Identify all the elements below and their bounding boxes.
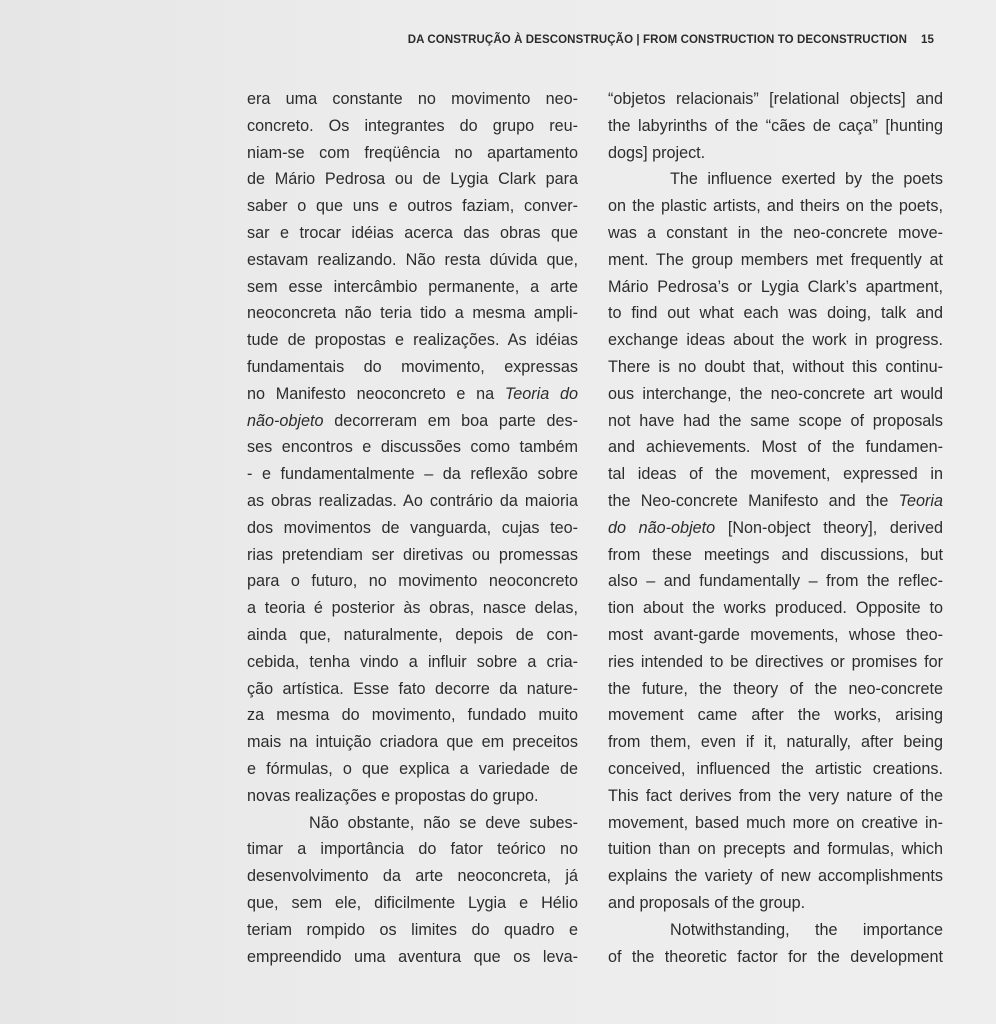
text-line	[608, 783, 943, 810]
line-text: Notwithstanding, the importance	[670, 920, 943, 939]
text-line	[247, 863, 578, 890]
text-line	[247, 461, 578, 488]
page-number: 15	[921, 34, 934, 46]
line-text: niam-se com freqüência no apartamento	[247, 143, 578, 162]
line-text: novas realizações e propostas do grupo.	[247, 786, 539, 805]
text-line	[608, 836, 943, 863]
text-line	[247, 354, 578, 381]
italic-title: do não-objeto	[608, 518, 716, 537]
line-text: This fact derives from the very nature of the	[608, 786, 943, 805]
text-line	[247, 488, 578, 515]
line-text: the labyrinths of the “cães de caça” [hunting	[608, 116, 943, 135]
text-line	[247, 595, 578, 622]
line-text: movement, based much more on creative in-	[608, 813, 943, 832]
line-text: de Mário Pedrosa ou de Lygia Clark para	[247, 170, 578, 189]
line-text: ous interchange, the neo-concrete art would	[608, 384, 943, 403]
italic-title: Teoria	[898, 491, 943, 510]
text-line	[247, 649, 578, 676]
line-text: za mesma do movimento, fundado muito	[247, 706, 578, 725]
line-text: teriam rompido os limites do quadro e	[247, 920, 578, 939]
text-line	[247, 756, 578, 783]
line-text: e fórmulas, o que explica a variedade de	[247, 759, 578, 778]
text-line	[608, 193, 943, 220]
line-text: empreendido uma aventura que os leva-	[247, 947, 578, 966]
line-text: ainda que, naturalmente, depois de con-	[247, 625, 578, 644]
line-text: also – and fundamentally – from the reflec-	[608, 572, 943, 591]
text-line	[608, 863, 943, 890]
text-line	[608, 434, 943, 461]
text-line	[247, 113, 578, 140]
line-text: of the theoretic factor for the development	[608, 947, 943, 966]
line-text: desenvolvimento da arte neoconcreta, já	[247, 867, 578, 886]
text-line	[247, 327, 578, 354]
line-text: rias pretendiam ser diretivas ou promessas	[247, 545, 578, 564]
portuguese-text-column	[247, 86, 578, 970]
line-text: exchange ideas about the work in progress.	[608, 331, 943, 350]
text-line	[247, 166, 578, 193]
text-line	[247, 783, 578, 810]
line-text: and proposals of the group.	[608, 893, 806, 912]
line-text: tude de propostas e realizações. As idéias	[247, 331, 578, 350]
text-line	[608, 890, 943, 917]
line-text: “objetos relacionais” [relational objects] and	[608, 90, 943, 108]
text-line	[247, 434, 578, 461]
line-text: explains the variety of new accomplishments	[608, 867, 943, 886]
text-line	[608, 220, 943, 247]
text-line	[247, 381, 578, 408]
text-line	[247, 917, 578, 944]
line-text: saber o que uns e outros faziam, conver-	[247, 197, 578, 216]
text-line	[608, 354, 943, 381]
line-text: tal ideas of the movement, expressed in	[608, 465, 943, 484]
text-line	[247, 702, 578, 729]
text-line	[247, 220, 578, 247]
line-text: sem esse intercâmbio permanente, a arte	[247, 277, 578, 296]
line-text: conceived, influenced the artistic creations.	[608, 759, 943, 778]
line-text: not have had the same scope of proposals	[608, 411, 943, 430]
text-line	[608, 408, 943, 435]
line-text: the future, the theory of the neo-concrete	[608, 679, 943, 698]
line-text: - e fundamentalmente – da reflexão sobre	[247, 465, 578, 484]
text-line	[608, 327, 943, 354]
text-line	[247, 836, 578, 863]
text-line	[608, 86, 943, 113]
text-line	[247, 810, 578, 837]
text-line	[608, 756, 943, 783]
line-text: sar e trocar idéias acerca das obras que	[247, 223, 578, 242]
italic-title: não-objeto	[247, 411, 324, 430]
text-line	[608, 810, 943, 837]
text-line	[608, 542, 943, 569]
line-text: cebida, tenha vindo a influir sobre a cria-	[247, 652, 578, 671]
line-text: from them, even if it, naturally, after being	[608, 733, 943, 752]
line-text-after: [Non-object theory], derived	[715, 518, 943, 537]
line-text: neoconcreta não teria tido a mesma ampli-	[247, 304, 578, 323]
line-text: mais na intuição criadora que em preceitos	[247, 733, 578, 752]
line-text: ries intended to be directives or promises for	[608, 652, 943, 671]
text-line	[608, 488, 943, 515]
text-line	[608, 729, 943, 756]
text-line	[608, 300, 943, 327]
text-line	[608, 166, 943, 193]
text-line	[608, 649, 943, 676]
text-line	[608, 595, 943, 622]
text-line	[247, 944, 578, 971]
text-line	[608, 944, 943, 971]
text-line	[247, 140, 578, 167]
text-line	[247, 274, 578, 301]
text-line	[608, 381, 943, 408]
line-text: Não obstante, não se deve subes-	[309, 813, 578, 832]
line-text: fundamentais do movimento, expressas	[247, 357, 578, 376]
line-text: tuition than on precepts and formulas, which	[608, 840, 943, 859]
text-line	[608, 140, 943, 167]
line-text: tion about the works produced. Opposite to	[608, 599, 943, 618]
text-line	[247, 676, 578, 703]
line-text: era uma constante no movimento neo-	[247, 90, 578, 108]
running-header	[408, 34, 934, 46]
line-text: a teoria é posterior às obras, nasce delas,	[247, 599, 578, 618]
text-line	[247, 622, 578, 649]
line-text: ment. The group members met frequently at	[608, 250, 943, 269]
line-text: on the plastic artists, and theirs on the poets,	[608, 197, 943, 216]
text-line	[608, 274, 943, 301]
line-text: movement came after the works, arising	[608, 706, 943, 725]
line-text: dogs] project.	[608, 143, 706, 162]
line-text: as obras realizadas. Ao contrário da maioria	[247, 491, 578, 510]
line-text: no Manifesto neoconcreto e na	[247, 384, 505, 403]
english-text-column	[608, 86, 943, 970]
text-line	[608, 622, 943, 649]
line-text: timar a importância do fator teórico no	[247, 840, 578, 859]
text-line	[247, 86, 578, 113]
line-text: from these meetings and discussions, but	[608, 545, 943, 564]
text-line	[608, 247, 943, 274]
line-text: ção artística. Esse fato decorre da nature-	[247, 679, 578, 698]
text-line	[247, 300, 578, 327]
text-line	[247, 568, 578, 595]
italic-title: Teoria do	[504, 384, 578, 403]
text-line	[608, 917, 943, 944]
line-text: estavam realizando. Não resta dúvida que,	[247, 250, 578, 269]
line-text: que, sem ele, dificilmente Lygia e Hélio	[247, 893, 578, 912]
line-text: Mário Pedrosa’s or Lygia Clark’s apartment,	[608, 277, 943, 296]
line-text: to find out what each was doing, talk and	[608, 304, 943, 323]
text-line	[608, 113, 943, 140]
text-line	[247, 890, 578, 917]
text-line	[247, 515, 578, 542]
line-text: The influence exerted by the poets	[670, 170, 943, 189]
line-text: and achievements. Most of the fundamen-	[608, 438, 943, 457]
line-text: ses encontros e discussões como também	[247, 438, 578, 457]
line-text: the Neo-concrete Manifesto and the	[608, 491, 899, 510]
text-line	[247, 408, 578, 435]
text-line	[247, 247, 578, 274]
text-line	[608, 568, 943, 595]
text-line	[608, 676, 943, 703]
line-text-after: decorreram em boa parte des-	[323, 411, 578, 430]
text-line	[247, 193, 578, 220]
text-line	[247, 542, 578, 569]
line-text: dos movimentos de vanguarda, cujas teo-	[247, 518, 578, 537]
text-line	[608, 515, 943, 542]
running-title: DA CONSTRUÇÃO À DESCONSTRUÇÃO | FROM CONSTRUCTION TO DECONSTRUCTION	[407, 34, 907, 46]
line-text: There is no doubt that, without this continu-	[608, 357, 943, 376]
line-text: para o futuro, no movimento neoconcreto	[247, 572, 578, 591]
line-text: was a constant in the neo-concrete move-	[608, 223, 943, 242]
text-line	[608, 461, 943, 488]
line-text: concreto. Os integrantes do grupo reu-	[247, 116, 578, 135]
text-line	[247, 729, 578, 756]
line-text: most avant-garde movements, whose theo-	[608, 625, 943, 644]
text-line	[608, 702, 943, 729]
